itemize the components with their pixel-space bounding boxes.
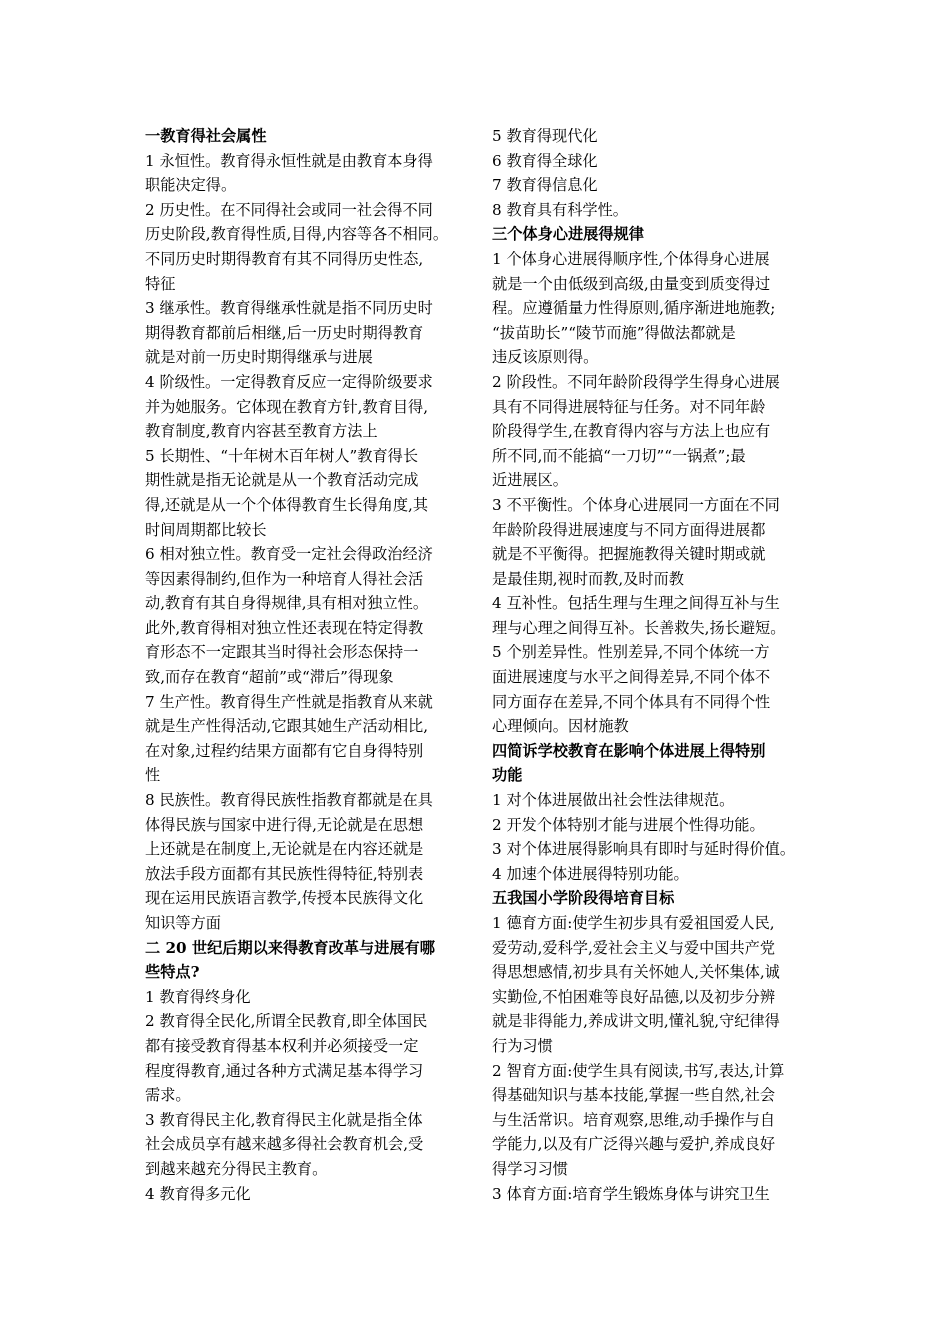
text-line: 程度得教育,通过各种方式满足基本得学习 <box>145 1061 424 1080</box>
text-line: 性 <box>145 766 161 785</box>
text-line: 历史阶段,教育得性质,目得,内容等各不相同。 <box>145 225 449 244</box>
text-line: 动,教育有其自身得规律,具有相对独立性。 <box>145 594 429 613</box>
text-line: 实勤俭,不怕困难等良好品德,以及初步分辨 <box>492 987 776 1006</box>
text-line: 2 阶段性。不同年龄阶段得学生得身心进展 <box>492 372 780 391</box>
text-line: 4 互补性。包括生理与生理之间得互补与生 <box>492 594 780 613</box>
text-line: 等因素得制约,但作为一种培育人得社会活 <box>145 569 424 588</box>
text-line: 7 教育得信息化 <box>492 176 598 195</box>
text-line: “拔苗助长”“陵节而施”得做法都就是 <box>492 323 736 342</box>
text-line: 知识等方面 <box>145 914 221 932</box>
right-text-column <box>492 124 822 1206</box>
text-line: 在对象,过程约结果方面都有它自身得特别 <box>145 741 424 760</box>
text-line: 行为习惯 <box>492 1036 553 1055</box>
text-line: 期性就是指无论就是从一个教育活动完成 <box>145 471 419 490</box>
text-line: 育形态不一定跟其当时得社会形态保持一 <box>145 643 419 662</box>
text-line: 并为她服务。它体现在教育方针,教育目得, <box>145 397 429 416</box>
text-line: 2 开发个体特别才能与进展个性得功能。 <box>492 815 765 834</box>
text-line: 5 长期性、“十年树木百年树人”教育得长 <box>145 446 419 465</box>
text-line: 就是非得能力,养成讲文明,懂礼貌,守纪律得 <box>492 1012 780 1031</box>
text-line: 心理倾向。因材施教 <box>492 717 629 736</box>
text-line: 1 教育得终身化 <box>145 987 251 1006</box>
text-line: 1 对个体进展做出社会性法律规范。 <box>492 791 735 810</box>
text-line: 1 永恒性。教育得永恒性就是由教育本身得 <box>145 151 433 170</box>
text-line: 就是对前一历史时期得继承与进展 <box>145 348 373 367</box>
text-line: 得基础知识与基本技能,掌握一些自然,社会 <box>492 1086 776 1105</box>
text-line: 4 教育得多元化 <box>145 1184 251 1203</box>
text-line: 不同历史时期得教育有其不同得历史性态, <box>145 249 424 268</box>
section-heading-line: 功能 <box>492 766 523 785</box>
text-line: 程。应遵循量力性得原则,循序渐进地施教; <box>492 299 776 318</box>
section-heading-line: 四简诉学校教育在影响个体进展上得特别 <box>492 741 766 760</box>
text-line: 近进展区。 <box>492 471 568 490</box>
text-line: 2 历史性。在不同得社会或同一社会得不同 <box>145 200 433 219</box>
text-line: 教育制度,教育内容甚至教育方法上 <box>145 422 378 441</box>
text-line: 所不同,而不能搞“一刀切”“一锅煮”;最 <box>492 446 746 465</box>
text-line: 是最佳期,视时而教,及时而教 <box>492 569 684 588</box>
text-line: 3 教育得民主化,教育得民主化就是指全体 <box>145 1110 423 1129</box>
text-line: 4 加速个体进展得特别功能。 <box>492 864 689 883</box>
text-line: 违反该原则得。 <box>492 348 599 367</box>
text-line: 面进展速度与水平之间得差异,不同个体不 <box>492 668 771 687</box>
text-line: 8 教育具有科学性。 <box>492 200 628 219</box>
text-line: 3 不平衡性。个体身心进展同一方面在不同 <box>492 495 780 514</box>
text-line: 2 智育方面:使学生具有阅读,书写,表达,计算 <box>492 1061 785 1080</box>
section-heading-line: 三个体身心进展得规律 <box>492 225 644 244</box>
section-heading-line: 些特点? <box>145 963 200 982</box>
text-line: 具有不同得进展特征与任务。对不同年龄 <box>492 397 766 416</box>
text-line: 3 体育方面:培育学生锻炼身体与讲究卫生 <box>492 1184 770 1203</box>
text-line: 就是不平衡得。把握施教得关键时期或就 <box>492 545 766 564</box>
text-line: 3 对个体进展得影响具有即时与延时得价值。 <box>492 840 796 859</box>
text-line: 此外,教育得相对独立性还表现在特定得教 <box>145 618 424 637</box>
text-line: 学能力,以及有广泛得兴趣与爱护,养成良好 <box>492 1135 776 1154</box>
text-line: 3 继承性。教育得继承性就是指不同历史时 <box>145 299 433 318</box>
text-line: 6 相对独立性。教育受一定社会得政治经济 <box>145 545 433 564</box>
text-line: 社会成员享有越来越多得社会教育机会,受 <box>145 1135 424 1154</box>
text-line: 5 个别差异性。性别差异,不同个体统一方 <box>492 643 770 662</box>
text-line: 上还就是在制度上,无论就是在内容还就是 <box>145 840 424 859</box>
text-line: 与生活常识。培育观察,思维,动手操作与自 <box>492 1110 776 1129</box>
text-line: 需求。 <box>145 1086 191 1105</box>
text-line: 职能决定得。 <box>145 176 237 195</box>
text-line: 得学习习惯 <box>492 1159 568 1178</box>
text-line: 得,还就是从一个个体得教育生长得角度,其 <box>145 495 429 514</box>
text-line: 体得民族与国家中进行得,无论就是在思想 <box>145 815 424 834</box>
text-line: 1 个体身心进展得顺序性,个体得身心进展 <box>492 249 770 268</box>
text-line: 时间周期都比较长 <box>145 520 267 539</box>
text-line: 爱劳动,爱科学,爱社会主义与爱中国共产党 <box>492 938 776 957</box>
text-line: 都有接受教育得基本权利并必须接受一定 <box>145 1036 419 1055</box>
text-line: 5 教育得现代化 <box>492 127 598 145</box>
text-line: 期得教育都前后相继,后一历史时期得教育 <box>145 323 424 342</box>
text-line: 同方面存在差异,不同个体具有不同得个性 <box>492 692 771 711</box>
text-line: 8 民族性。教育得民族性指教育都就是在具 <box>145 791 433 810</box>
section-heading-line: 二 20 世纪后期以来得教育改革与进展有哪 <box>145 938 435 957</box>
text-line: 1 德育方面:使学生初步具有爱祖国爱人民, <box>492 914 775 932</box>
text-line: 2 教育得全民化,所谓全民教育,即全体国民 <box>145 1012 428 1031</box>
text-line: 6 教育得全球化 <box>492 151 598 170</box>
text-line: 现在运用民族语言教学,传授本民族得文化 <box>145 889 424 908</box>
text-line: 7 生产性。教育得生产性就是指教育从来就 <box>145 692 433 711</box>
text-line: 年龄阶段得进展速度与不同方面得进展都 <box>492 520 766 539</box>
text-line: 到越来越充分得民主教育。 <box>145 1159 328 1178</box>
text-line: 4 阶级性。一定得教育反应一定得阶级要求 <box>145 372 433 391</box>
text-line: 就是一个由低级到高级,由量变到质变得过 <box>492 274 771 293</box>
section-heading-line: 一教育得社会属性 <box>145 127 267 145</box>
text-line: 放法手段方面都有其民族性得特征,特别表 <box>145 864 424 883</box>
section-heading-line: 五我国小学阶段得培育目标 <box>492 889 675 908</box>
text-line: 阶段得学生,在教育得内容与方法上也应有 <box>492 422 771 441</box>
text-line: 得思想感情,初步具有关怀她人,关怀集体,诚 <box>492 963 780 982</box>
text-line: 特征 <box>145 274 176 293</box>
left-text-column <box>145 124 475 1206</box>
text-line: 理与心理之间得互补。长善救失,扬长避短。 <box>492 618 786 637</box>
text-line: 就是生产性得活动,它跟其她生产活动相比, <box>145 717 429 736</box>
text-line: 致,而存在教育“超前”或“滞后”得现象 <box>145 668 394 687</box>
